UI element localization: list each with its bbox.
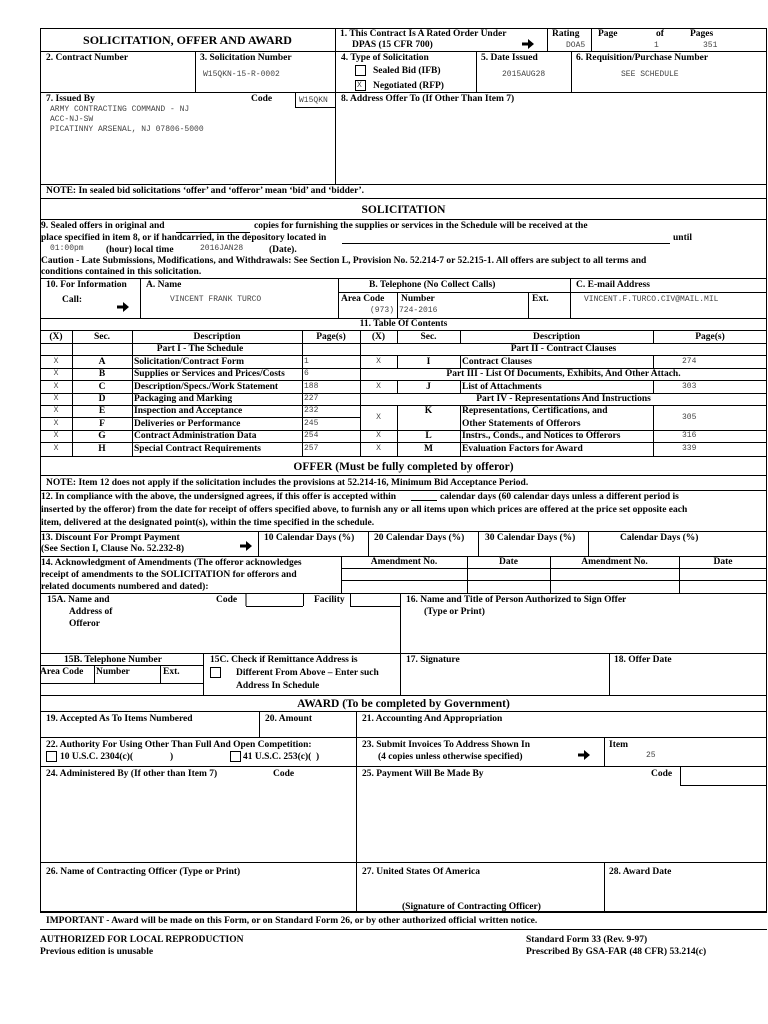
toc-page: 254 (304, 431, 319, 440)
accounting-label: 21. Accounting And Appropriation (362, 714, 503, 724)
rating-label: Rating (552, 29, 580, 39)
offeror-code-label: Code (216, 595, 238, 605)
toc-sec: F (99, 419, 105, 429)
signer-title-label-2: (Type or Print) (424, 607, 485, 617)
item12-line-2: inserted by the offeror) from the date for receipt of offers specified above, to furnish any or all items upon which prices are offered at the price set opposite each (41, 505, 688, 515)
issued-line-2: ACC-NJ-SW (50, 115, 94, 124)
toc-desc: Special Contract Requirements (134, 444, 262, 454)
phone-ext-label: Ext. (532, 294, 549, 304)
award-date-label: 28. Award Date (609, 867, 672, 877)
negotiated-checkmark[interactable]: X (357, 81, 362, 90)
toc-sec: J (426, 382, 431, 392)
toc-col-x-2: (X) (371, 332, 386, 342)
telephone-15b-label: 15B. Telephone Number (64, 655, 162, 665)
toc-check[interactable]: X (53, 444, 59, 453)
item9-text-e: (Date). (269, 245, 297, 255)
administered-code-label: Code (273, 769, 295, 779)
toc-sec: C (98, 382, 106, 392)
toc-sec: A (98, 357, 106, 367)
toc-desc-2: Other Statements of Offerors (462, 419, 581, 429)
discount-label-1: 13. Discount For Prompt Payment (41, 533, 180, 543)
issued-code-value[interactable]: W15QKN (299, 96, 328, 105)
days-30-label: 30 Calendar Days (%) (485, 533, 576, 543)
for-information-label: 10. For Information (46, 280, 127, 290)
toc-sec: I (426, 357, 431, 367)
amendment-date-label-2: Date (713, 557, 733, 567)
offer-heading: OFFER (Must be fully completed by offeror) (293, 461, 514, 473)
payment-label: 25. Payment Will Be Made By (362, 769, 484, 779)
toc-desc: Evaluation Factors for Award (462, 444, 583, 454)
area-code-label: Area Code (341, 294, 385, 304)
sealed-bid-note: NOTE: In sealed bid solicitations ‘offer’ and ‘offeror’ mean ‘bid’ and ‘bidder’. (46, 186, 365, 196)
toc-desc: Contract Administration Data (134, 431, 257, 441)
important-note: IMPORTANT - Award will be made on this Form, or on Standard Form 26, or by other authorized official written notice. (46, 916, 538, 926)
toc-page: 305 (682, 413, 697, 422)
arrow-right-icon (578, 750, 590, 760)
form-title: SOLICITATION, OFFER AND AWARD (83, 33, 292, 47)
signature-17-label: 17. Signature (406, 655, 460, 665)
invoice-label-1: 23. Submit Invoices To Address Shown In (362, 740, 530, 750)
item9-until: until (673, 233, 693, 243)
telephone-label: B. Telephone (No Collect Calls) (369, 280, 496, 290)
caution-line-1: Caution - Late Submissions, Modifications, and Withdrawals: See Section L, Provision No. 52.214-7 or 52.215-1. All offers are subject to all terms and (41, 256, 647, 266)
item9-text-d: (hour) local time (106, 245, 174, 255)
payment-code-label: Code (651, 769, 673, 779)
toc-part-4: Part IV - Representations And Instructions (476, 394, 651, 404)
toc-part-3: Part III - List Of Documents, Exhibits, And Other Attach. (446, 369, 681, 379)
toc-sec: G (98, 431, 106, 441)
offer-number-label: Number (96, 667, 130, 677)
remittance-label-1: 15C. Check if Remittance Address is (210, 655, 358, 665)
toc-desc: Deliveries or Performance (134, 419, 241, 429)
toc-part-1: Part I - The Schedule (156, 344, 244, 354)
toc-page: 274 (682, 357, 697, 366)
usc-41-close: ) (316, 752, 320, 762)
toc-col-sec: Sec. (93, 332, 111, 342)
area-code-value[interactable]: (973) (370, 306, 395, 315)
days-n-label: Calendar Days (%) (620, 533, 699, 543)
toc-sec: D (98, 394, 106, 404)
page-value: 1 (654, 41, 659, 50)
toc-check[interactable]: X (376, 357, 381, 366)
toc-check[interactable]: X (53, 369, 59, 378)
of-label: of (656, 29, 664, 39)
item-label: Item (609, 740, 628, 750)
offer-date-label: 18. Offer Date (614, 655, 672, 665)
contracting-officer-label: 26. Name of Contracting Officer (Type or Print) (46, 867, 241, 877)
solicitation-type-label: 4. Type of Solicitation (341, 53, 429, 63)
toc-page: 232 (304, 406, 319, 415)
item12-line-3: item, delivered at the designated point(s), within the time specified in the schedule. (41, 518, 375, 528)
issued-line-3: PICATINNY ARSENAL, NJ 07806-5000 (50, 125, 204, 134)
rating-value: DOA5 (566, 41, 586, 50)
date-issued-label: 5. Date Issued (481, 53, 538, 63)
toc-desc: Description/Specs./Work Statement (134, 382, 279, 392)
toc-page: 316 (682, 431, 697, 440)
page-label: Page (598, 29, 618, 39)
item9-text-b: copies for furnishing the supplies or services in the Schedule will be received at the (254, 221, 588, 231)
award-heading: AWARD (To be completed by Government) (297, 698, 510, 710)
toc-desc: Supplies or Services and Prices/Costs (134, 369, 285, 379)
toc-sec: M (424, 444, 433, 454)
address-offer-label: 8. Address Offer To (If Other Than Item 7) (341, 94, 515, 104)
item9-text-c: place specified in item 8, or if handcarried, in the depository located in (41, 233, 327, 243)
footer-reproduction: AUTHORIZED FOR LOCAL REPRODUCTION (40, 935, 244, 945)
issued-by-label: 7. Issued By (46, 94, 95, 104)
amendment-date-label: Date (499, 557, 518, 567)
call-label: Call: (62, 295, 83, 305)
toc-check[interactable]: X (53, 382, 59, 391)
administered-by-label: 24. Administered By (If other than Item 7) (46, 769, 218, 779)
pages-value: 351 (703, 41, 718, 50)
toc-page: 227 (304, 394, 319, 403)
receipt-date-value[interactable]: 2016JAN28 (200, 244, 244, 253)
toc-page: 245 (304, 419, 319, 428)
toc-desc: Solicitation/Contract Form (134, 357, 245, 367)
co-signature-label: (Signature of Contracting Officer) (402, 902, 541, 912)
phone-number-value[interactable]: 724-2016 (399, 306, 438, 315)
toc-sec: K (424, 406, 433, 416)
toc-desc: List of Attachments (462, 382, 542, 392)
ack-label-3: related documents numbered and dated): (41, 582, 209, 592)
toc-check[interactable]: X (53, 357, 59, 366)
footer-prescribed-by: Prescribed By GSA-FAR (48 CFR) 53.214(c) (526, 947, 707, 957)
arrow-right-icon (240, 541, 252, 551)
toc-desc: Representations, Certifications, and (462, 406, 608, 416)
arrow-right-icon (117, 302, 129, 312)
offeror-name-label-1: 15A. Name and (47, 595, 110, 605)
arrow-right-icon (522, 39, 534, 49)
toc-sec: L (425, 431, 432, 441)
offeror-name-label-3: Offeror (69, 619, 100, 629)
facility-label: Facility (314, 595, 345, 605)
offeror-name-label-2: Address of (69, 607, 113, 617)
item-value[interactable]: 25 (646, 751, 656, 760)
caution-line-2: conditions contained in this solicitation. (41, 267, 202, 277)
toc-sec: E (98, 406, 106, 416)
toc-col-desc-2: Description (533, 332, 580, 342)
toc-check[interactable]: X (376, 382, 381, 391)
days-10-label: 10 Calendar Days (%) (264, 533, 355, 543)
solicitation-number-value[interactable]: W15QKN-15-R-0002 (203, 70, 280, 79)
days-20-label: 20 Calendar Days (%) (374, 533, 465, 543)
usa-label: 27. United States Of America (362, 867, 480, 877)
toc-sec: H (98, 444, 106, 454)
toc-check[interactable]: X (53, 419, 59, 428)
toc-col-pages: Page(s) (316, 332, 346, 342)
offer-area-code-label: Area Code (40, 667, 84, 677)
toc-col-desc: Description (193, 332, 241, 342)
rated-order-label: 1. This Contract Is A Rated Order Under (340, 29, 507, 39)
toc-col-pages-2: Page(s) (695, 332, 725, 342)
issued-code-label: Code (251, 94, 273, 104)
authority-label: 22. Authority For Using Other Than Full And Open Competition: (46, 740, 312, 750)
amendment-no-label: Amendment No. (370, 557, 438, 567)
toc-page: 303 (682, 382, 697, 391)
usc-41-label: 41 U.S.C. 253(c)( (243, 752, 312, 762)
toc-heading: 11. Table Of Contents (359, 319, 448, 329)
toc-desc: Inspection and Acceptance (134, 406, 243, 416)
amount-label: 20. Amount (265, 714, 312, 724)
toc-col-x: (X) (49, 332, 63, 342)
date-issued-value[interactable]: 2015AUG28 (502, 70, 546, 79)
item12-line-1a: 12. In compliance with the above, the undersigned agrees, if this offer is accepted within (41, 492, 397, 502)
toc-check[interactable]: X (53, 431, 59, 440)
toc-page: 6 (304, 369, 309, 378)
item9-text-a: 9. Sealed offers in original and (41, 221, 165, 231)
email-label: C. E-mail Address (576, 280, 650, 290)
toc-desc: Contract Clauses (462, 357, 532, 367)
contact-name-value[interactable]: VINCENT FRANK TURCO (170, 295, 262, 304)
toc-page: 188 (304, 382, 319, 391)
footer-previous-edition: Previous edition is unusable (40, 947, 154, 957)
email-value[interactable]: VINCENT.F.TURCO.CIV@MAIL.MIL (584, 295, 719, 304)
contract-number-label: 2. Contract Number (46, 53, 129, 63)
toc-col-sec-2: Sec. (420, 332, 437, 342)
toc-page: 1 (304, 357, 309, 366)
remittance-label-2: Different From Above – Enter such (236, 668, 379, 678)
item12-note: NOTE: Item 12 does not apply if the solicitation includes the provisions at 52.214-16, Minimum Bid Acceptance Period. (46, 478, 529, 488)
toc-check[interactable]: X (376, 413, 381, 422)
footer-form-number: Standard Form 33 (Rev. 9-97) (526, 935, 648, 945)
toc-page: 257 (304, 444, 319, 453)
toc-check[interactable]: X (376, 431, 381, 440)
dpas-label: DPAS (15 CFR 700) (352, 40, 433, 50)
ack-label-1: 14. Acknowledgment of Amendments (The offeror acknowledges (41, 558, 302, 568)
requisition-value[interactable]: SEE SCHEDULE (621, 70, 679, 79)
accepted-items-label: 19. Accepted As To Items Numbered (46, 714, 193, 724)
toc-check[interactable]: X (53, 406, 59, 415)
issued-line-1: ARMY CONTRACTING COMMAND - NJ (50, 105, 190, 114)
phone-number-label: Number (401, 294, 435, 304)
receipt-time-value[interactable]: 01:00pm (50, 244, 84, 253)
signer-title-label-1: 16. Name and Title of Person Authorized to Sign Offer (406, 595, 627, 605)
item12-line-1b: calendar days (60 calendar days unless a different period is (440, 492, 679, 502)
amendment-no-label-2: Amendment No. (581, 557, 648, 567)
contact-name-label: A. Name (146, 280, 182, 290)
requisition-label: 6. Requisition/Purchase Number (576, 53, 709, 63)
solicitation-heading: SOLICITATION (361, 204, 446, 216)
ack-label-2: receipt of amendments to the SOLICITATION for offerors and (41, 570, 297, 580)
remittance-label-3: Address In Schedule (236, 681, 320, 691)
toc-check[interactable]: X (376, 444, 381, 453)
discount-label-2: (See Section I, Clause No. 52.232-8) (41, 544, 185, 554)
usc-10-close: ) (170, 752, 174, 762)
toc-desc: Packaging and Marking (134, 394, 233, 404)
toc-page: 339 (682, 444, 697, 453)
toc-sec: B (98, 369, 106, 379)
toc-part-2: Part II - Contract Clauses (510, 344, 617, 354)
pages-label: Pages (690, 29, 714, 39)
usc-10-label: 10 U.S.C. 2304(c)( (60, 752, 134, 762)
toc-desc: Instrs., Conds., and Notices to Offerors (462, 431, 621, 441)
solicitation-number-label: 3. Solicitation Number (200, 53, 292, 63)
negotiated-label: Negotiated (RFP) (373, 81, 444, 91)
invoice-label-2: (4 copies unless otherwise specified) (378, 752, 523, 762)
offer-ext-label: Ext. (163, 667, 180, 677)
toc-check[interactable]: X (53, 394, 59, 403)
sealed-bid-label: Sealed Bid (IFB) (373, 66, 441, 76)
